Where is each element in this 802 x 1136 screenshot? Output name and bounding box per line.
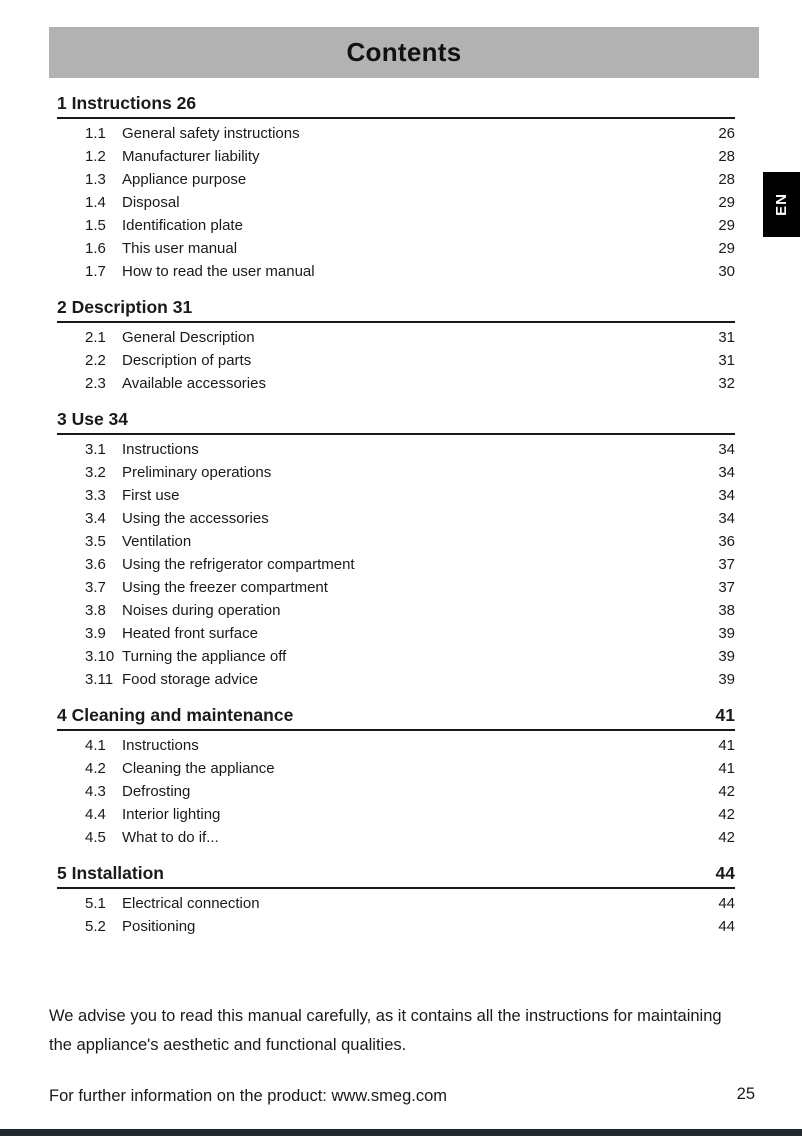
toc-entry-page: 37 <box>718 579 735 596</box>
toc-entry-number: 3.6 <box>85 556 106 573</box>
toc-entry-page: 31 <box>718 329 735 346</box>
language-tab-label: EN <box>773 193 790 216</box>
toc-entry-number: 4.5 <box>85 829 106 846</box>
toc-entry <box>57 622 735 645</box>
toc-entry-page: 44 <box>718 918 735 935</box>
toc-section-title: 1 Instructions 26 <box>57 93 197 113</box>
toc-entry-page: 44 <box>718 895 735 912</box>
toc-entry <box>57 599 735 622</box>
toc-entry <box>57 780 735 803</box>
toc-entry-number: 3.5 <box>85 533 106 550</box>
toc-section <box>57 296 735 395</box>
toc-section <box>57 92 735 283</box>
toc-entry <box>57 191 735 214</box>
toc-entry-page: 34 <box>718 464 735 481</box>
toc-entry <box>57 826 735 849</box>
toc-entry-number: 3.3 <box>85 487 106 504</box>
toc-entry <box>57 438 735 461</box>
toc-entry-label: How to read the user manual <box>122 263 315 280</box>
toc-entry-label: Heated front surface <box>122 625 258 642</box>
toc-entry-label: Ventilation <box>122 533 192 550</box>
toc-entry <box>57 553 735 576</box>
toc-entry-number: 3.11 <box>85 671 114 688</box>
toc-entry-label: Noises during operation <box>122 602 281 619</box>
toc-section <box>57 408 735 691</box>
toc-entry-number: 2.3 <box>85 375 106 392</box>
toc-entry-label: Instructions <box>122 441 199 458</box>
toc-entry-page: 41 <box>718 760 735 777</box>
toc-entry-page: 31 <box>718 352 735 369</box>
toc-entry-page: 34 <box>718 441 735 458</box>
contents-header-band <box>49 27 759 78</box>
footer-line: the appliance's aesthetic and functional qualities. <box>49 1036 407 1054</box>
toc-section-title: 2 Description 31 <box>57 297 193 317</box>
toc-entry <box>57 530 735 553</box>
toc-section-heading <box>57 704 735 731</box>
toc-section-page: 41 <box>715 705 735 725</box>
toc-entry-page: 29 <box>718 240 735 257</box>
toc-entry-label: Cleaning the appliance <box>122 760 275 777</box>
toc-section-items <box>57 889 735 938</box>
toc-entry-page: 39 <box>718 648 735 665</box>
toc-entry-label: Defrosting <box>122 783 191 800</box>
toc-section-heading <box>57 862 735 889</box>
toc-entry-number: 1.7 <box>85 263 106 280</box>
toc-entry-label: Interior lighting <box>122 806 221 823</box>
toc-entry-number: 3.2 <box>85 464 106 481</box>
toc-entry-label: Using the refrigerator compartment <box>122 556 355 573</box>
toc-entry <box>57 645 735 668</box>
footer-paragraph <box>49 1002 761 1060</box>
footer-line: We advise you to read this manual carefully, as it contains all the instructions for maintaining <box>49 1007 722 1025</box>
toc-entry-number: 4.2 <box>85 760 106 777</box>
toc-entry <box>57 892 735 915</box>
toc-entry-number: 3.9 <box>85 625 106 642</box>
toc-entry <box>57 803 735 826</box>
toc-entry-page: 42 <box>718 783 735 800</box>
toc-entry-number: 3.10 <box>85 648 115 665</box>
toc-section-items <box>57 435 735 691</box>
toc-section-title: 5 Installation <box>57 863 164 883</box>
toc-entry <box>57 461 735 484</box>
toc-entry-number: 1.2 <box>85 148 106 165</box>
toc-section-heading <box>57 296 735 323</box>
toc-entry-page: 34 <box>718 510 735 527</box>
toc-entry-number: 1.6 <box>85 240 106 257</box>
toc-entry <box>57 237 735 260</box>
toc-entry-label: Appliance purpose <box>122 171 247 188</box>
toc-entry <box>57 168 735 191</box>
toc-entry-page: 39 <box>718 671 735 688</box>
toc-entry-page: 39 <box>718 625 735 642</box>
toc-section-items <box>57 731 735 849</box>
page-bottom-edge <box>0 1129 802 1136</box>
toc-entry-number: 1.4 <box>85 194 106 211</box>
toc-entry <box>57 372 735 395</box>
toc-entry-number: 3.4 <box>85 510 106 527</box>
toc-entry-label: Positioning <box>122 918 196 935</box>
toc-entry-label: Electrical connection <box>122 895 260 912</box>
toc-entry-page: 28 <box>718 148 735 165</box>
toc-section-page: 44 <box>715 863 735 883</box>
toc-entry-page: 36 <box>718 533 735 550</box>
toc-entry-number: 3.7 <box>85 579 106 596</box>
toc-entry <box>57 507 735 530</box>
toc-entry-page: 32 <box>718 375 735 392</box>
toc-entry <box>57 145 735 168</box>
toc-entry <box>57 757 735 780</box>
toc-entry-number: 4.3 <box>85 783 106 800</box>
toc-entry-label: Turning the appliance off <box>122 648 287 665</box>
toc-entry-page: 37 <box>718 556 735 573</box>
toc-entry-label: Preliminary operations <box>122 464 272 481</box>
toc-entry-label: Instructions <box>122 737 199 754</box>
toc-entry-number: 3.1 <box>85 441 106 458</box>
toc-section <box>57 862 735 938</box>
toc-entry-label: General safety instructions <box>122 125 300 142</box>
toc-section-heading <box>57 408 735 435</box>
toc-entry-number: 3.8 <box>85 602 106 619</box>
toc-entry-page: 42 <box>718 829 735 846</box>
toc-section-heading <box>57 92 735 119</box>
page-title: Contents <box>346 37 462 67</box>
toc-section-items <box>57 119 735 283</box>
toc-entry <box>57 668 735 691</box>
toc-entry <box>57 734 735 757</box>
toc-section-title: 3 Use 34 <box>57 409 129 429</box>
toc-entry-number: 2.2 <box>85 352 106 369</box>
toc-entry <box>57 326 735 349</box>
toc-entry-label: Description of parts <box>122 352 252 369</box>
toc-entry-number: 4.1 <box>85 737 106 754</box>
toc-entry-number: 2.1 <box>85 329 106 346</box>
toc-entry-number: 1.3 <box>85 171 106 188</box>
toc-entry-page: 42 <box>718 806 735 823</box>
toc-entry <box>57 484 735 507</box>
table-of-contents <box>57 92 735 951</box>
toc-entry-page: 30 <box>718 263 735 280</box>
toc-entry <box>57 214 735 237</box>
footer-info-line: For further information on the product: www.smeg.com <box>49 1087 447 1105</box>
toc-entry-page: 28 <box>718 171 735 188</box>
toc-section-items <box>57 323 735 395</box>
toc-entry <box>57 915 735 938</box>
toc-entry-label: What to do if... <box>122 829 219 846</box>
toc-entry-label: Disposal <box>122 194 180 211</box>
toc-entry-label: First use <box>122 487 180 504</box>
toc-entry <box>57 122 735 145</box>
language-tab <box>763 172 800 237</box>
toc-entry-page: 26 <box>718 125 735 142</box>
toc-entry-page: 29 <box>718 194 735 211</box>
toc-entry <box>57 576 735 599</box>
toc-entry-label: Using the accessories <box>122 510 269 527</box>
toc-entry-page: 34 <box>718 487 735 504</box>
toc-entry-label: This user manual <box>122 240 238 257</box>
toc-entry-number: 1.5 <box>85 217 106 234</box>
toc-entry <box>57 349 735 372</box>
toc-entry-number: 5.1 <box>85 895 106 912</box>
toc-entry-label: Using the freezer compartment <box>122 579 328 596</box>
toc-entry-label: Available accessories <box>122 375 266 392</box>
toc-section-title: 4 Cleaning and maintenance <box>57 705 294 725</box>
toc-entry <box>57 260 735 283</box>
toc-entry-label: Manufacturer liability <box>122 148 260 165</box>
toc-entry-number: 1.1 <box>85 125 106 142</box>
toc-entry-page: 38 <box>718 602 735 619</box>
toc-entry-page: 41 <box>718 737 735 754</box>
toc-entry-number: 4.4 <box>85 806 106 823</box>
footer-note <box>49 1002 761 1111</box>
toc-entry-page: 29 <box>718 217 735 234</box>
toc-section <box>57 704 735 849</box>
page-number: 25 <box>736 1085 755 1103</box>
toc-entry-label: Food storage advice <box>122 671 258 688</box>
toc-entry-number: 5.2 <box>85 918 106 935</box>
toc-entry-label: General Description <box>122 329 255 346</box>
toc-entry-label: Identification plate <box>122 217 243 234</box>
